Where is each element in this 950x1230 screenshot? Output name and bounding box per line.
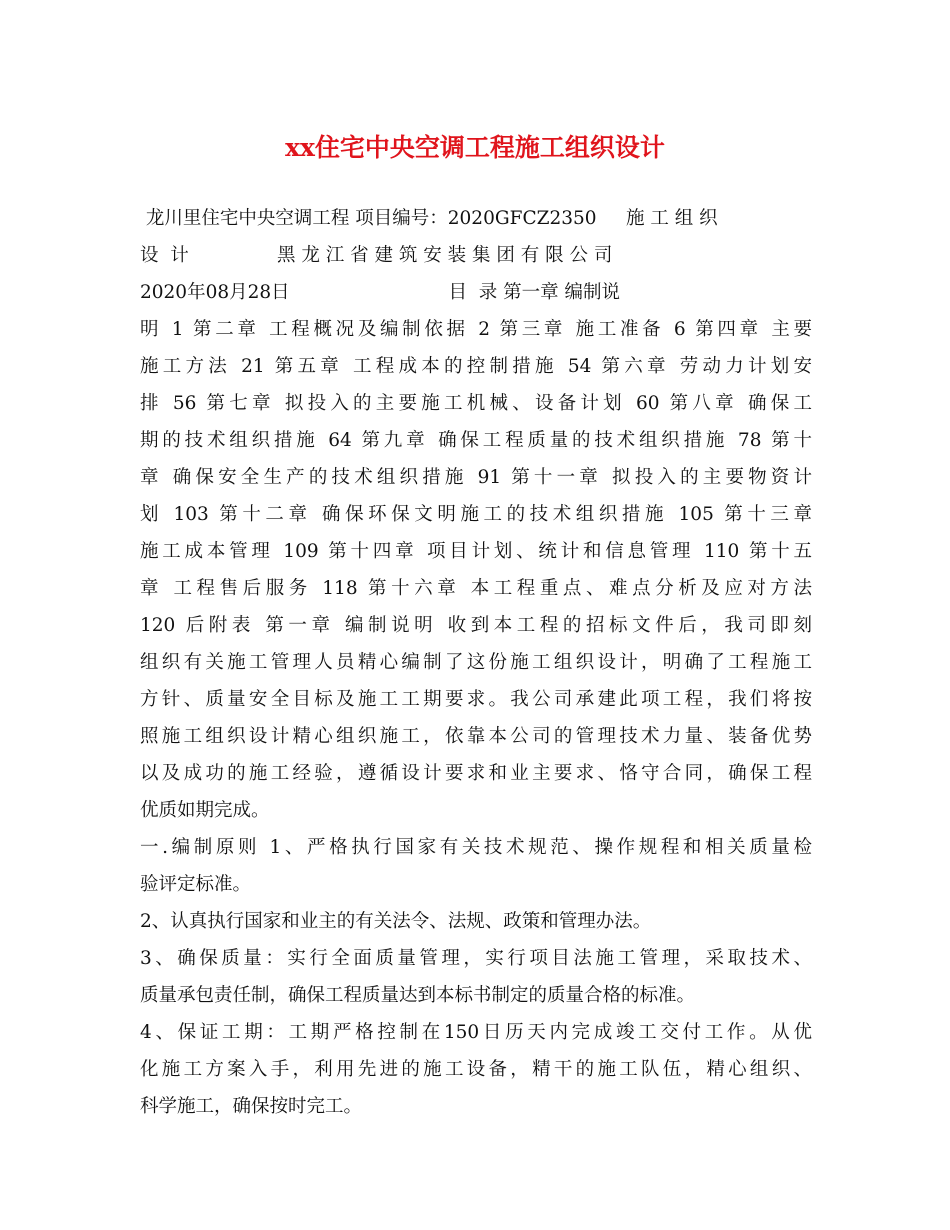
body-line: 设 计 黑 龙 江 省 建 筑 安 装 集 团 有 限 公 司 — [140, 245, 613, 266]
body-line: 120 后附表 第一章 编制说明 收到本工程的招标文件后，我司即刻 — [140, 615, 812, 636]
body-line: 施工成本管理 109 第十四章 项目计划、统计和信息管理 110 第十五 — [140, 541, 812, 562]
body-line: 划 103 第十二章 确保环保文明施工的技术组织措施 105 第十三章 — [140, 504, 812, 525]
body-line: 明 1 第二章 工程概况及编制依据 2 第三章 施工准备 6 第四章 主要 — [140, 319, 812, 340]
body-line: 3、确保质量：实行全面质量管理，实行项目法施工管理，采取技术、 — [140, 948, 812, 969]
body-line: 组织有关施工管理人员精心编制了这份施工组织设计，明确了工程施工 — [140, 652, 812, 673]
body-line: 以及成功的施工经验，遵循设计要求和业主要求、恪守合同，确保工程 — [140, 763, 812, 784]
document-title: xx住宅中央空调工程施工组织设计 — [285, 133, 665, 162]
body-line: 章 确保安全生产的技术组织措施 91 第十一章 拟投入的主要物资计 — [140, 467, 812, 488]
body-line: 期的技术组织措施 64 第九章 确保工程质量的技术组织措施 78 第十 — [140, 430, 812, 451]
body-line: 方针、质量安全目标及施工工期要求。我公司承建此项工程，我们将按 — [140, 689, 812, 710]
document-body — [140, 200, 812, 1125]
body-line: 排 56 第七章 拟投入的主要施工机械、设备计划 60 第八章 确保工 — [140, 393, 812, 414]
body-line: 化施工方案入手，利用先进的施工设备，精干的施工队伍，精心组织、 — [140, 1059, 812, 1080]
body-line: 质量承包责任制，确保工程质量达到本标书制定的质量合格的标准。 — [140, 985, 696, 1006]
body-line: 科学施工，确保按时完工。 — [140, 1096, 363, 1117]
body-line: 验评定标准。 — [140, 874, 252, 895]
body-line: 4、保证工期：工期严格控制在150日历天内完成竣工交付工作。从优 — [140, 1022, 812, 1043]
body-line: 章 工程售后服务 118 第十六章 本工程重点、难点分析及应对方法 — [140, 578, 812, 599]
body-line: 2020年08月28日 目 录 第一章 编制说 — [140, 282, 620, 303]
body-line: 施工方法 21 第五章 工程成本的控制措施 54 第六章 劳动力计划安 — [140, 356, 812, 377]
body-line: 龙川里住宅中央空调工程 项目编号：2020GFCZ2350 施 工 组 织 — [140, 208, 718, 229]
body-line: 照施工组织设计精心组织施工，依靠本公司的管理技术力量、装备优势 — [140, 726, 812, 747]
body-line: 一.编制原则 1、严格执行国家有关技术规范、操作规程和相关质量检 — [140, 837, 812, 858]
body-line: 2、认真执行国家和业主的有关法令、法规、政策和管理办法。 — [140, 911, 652, 932]
body-line: 优质如期完成。 — [140, 800, 270, 821]
